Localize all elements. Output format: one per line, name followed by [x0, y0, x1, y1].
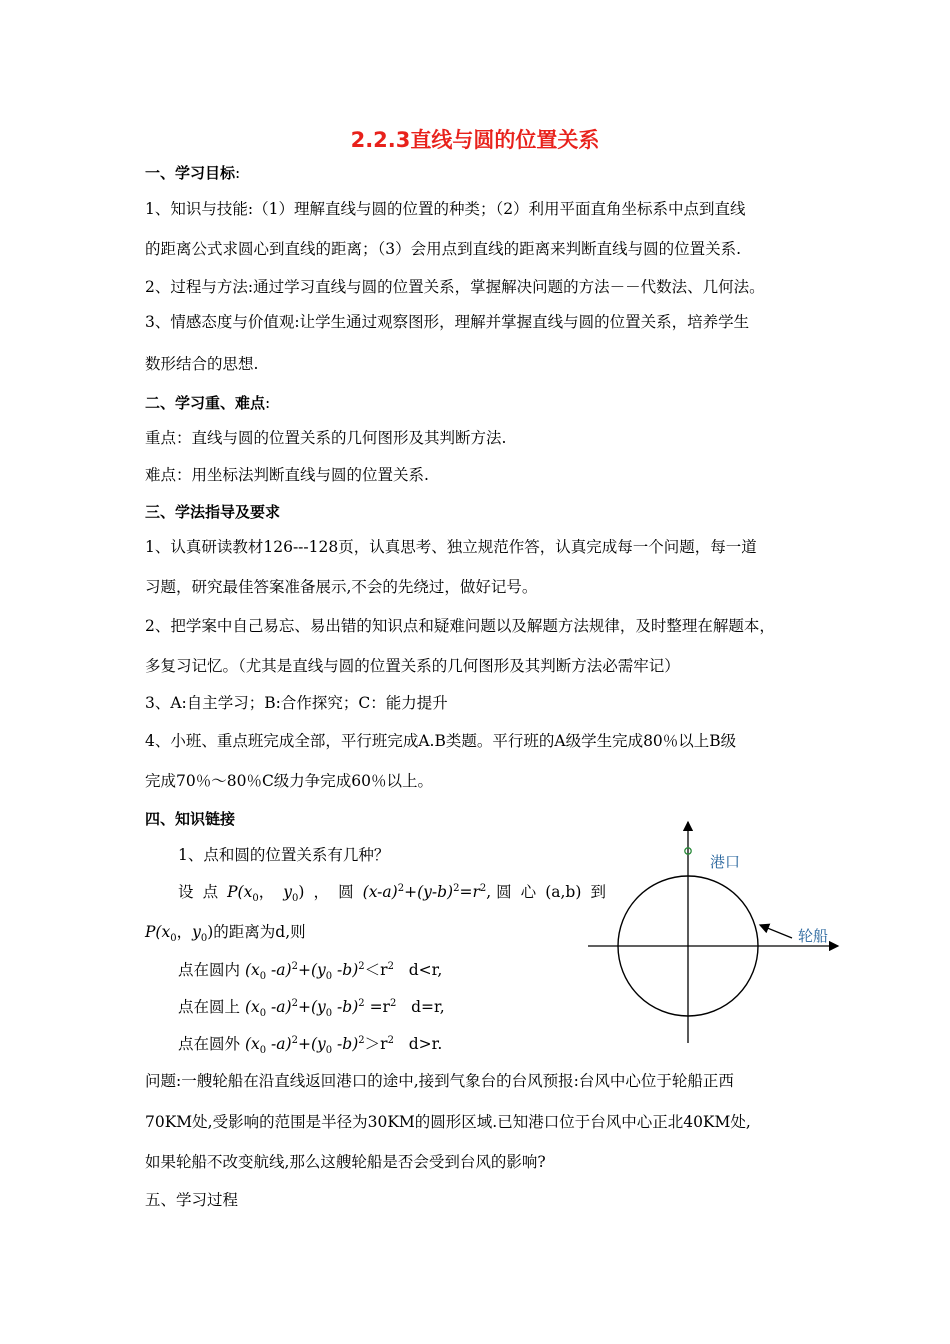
- heading-colon: :: [265, 394, 271, 412]
- method-2-line-2: 多复习记忆。（尤其是直线与圆的位置关系的几何图形及其判断方法必需牢记）: [145, 657, 680, 675]
- set-word-1: 设: [178, 883, 194, 901]
- typhoon-diagram: [584, 818, 844, 1048]
- page-title: 2.2.3直线与圆的位置关系: [350, 128, 600, 152]
- objective-3-line-1: 3、情感态度与价值观:让学生通过观察图形，理解并掌握直线与圆的位置关系，培养学生: [145, 313, 750, 331]
- question-1: 1、点和圆的位置关系有几种？: [178, 846, 390, 864]
- method-3: 3、A:自主学习；B:合作探究；C：能力提升: [145, 694, 448, 712]
- point-p: $P(x_0$，: [227, 883, 275, 905]
- method-1-line-2: 习题，研究最佳答案准备展示,不会的先绕过，做好记号。: [145, 578, 538, 596]
- objective-1-line-2: 的距离公式求圆心到直线的距离；（3）会用点到直线的距离来判断直线与圆的位置关系.: [145, 240, 742, 258]
- section-heading-knowledge-link: 四、知识链接: [145, 810, 236, 828]
- inside-condition: 点在圆内 ($x_0$ $-a)^2+(y_0$ $-b)^2<r^2$ d<r,: [178, 960, 443, 983]
- section-heading-process: 五、学习过程: [145, 1191, 239, 1209]
- set-word-2: 点: [202, 883, 219, 901]
- objective-2: 2、过程与方法:通过学习直线与圆的位置关系，掌握解决问题的方法－－代数法、几何法。: [145, 278, 765, 296]
- difficult-point: 难点：用坐标法判断直线与圆的位置关系.: [145, 466, 429, 484]
- objective-3-line-2: 数形结合的思想.: [145, 355, 259, 373]
- circle-word: 圆: [338, 883, 354, 901]
- center-coord: (a,b): [545, 883, 582, 901]
- method-1-line-1: 1、认真研读教材126---128页，认真思考、独立规范作答，认真完成每一个问题，每一道: [145, 538, 757, 556]
- heading-text: 一、学习目标: [145, 164, 236, 182]
- ship-arrow: [760, 925, 792, 938]
- circle-equation: $(x-a)^2+(y-b)^2=r^2$, 圆: [362, 882, 512, 901]
- formula-intro-line: [178, 882, 606, 905]
- objective-1-line-1: 1、知识与技能:（1）理解直线与圆的位置的种类；（2）利用平面直角坐标系中点到直线: [145, 200, 746, 218]
- key-point: 重点：直线与圆的位置关系的几何图形及其判断方法.: [145, 429, 507, 447]
- problem-line-1: 问题:一艘轮船在沿直线返回港口的途中,接到气象台的台风预报:台风中心位于轮船正西: [145, 1072, 734, 1090]
- point-y0: $y_0$): [283, 883, 305, 905]
- method-4-line-1: 4、小班、重点班完成全部，平行班完成A.B类题。平行班的A级学生完成80％以上B级: [145, 732, 737, 750]
- ship-label: 轮船: [798, 927, 829, 945]
- method-2-line-1: 2、把学案中自己易忘、易出错的知识点和疑难问题以及解题方法规律，及时整理在解题本，: [145, 617, 775, 635]
- method-4-line-2: 完成70％～80％C级力争完成60％以上。: [145, 772, 434, 790]
- section-heading-method: 三、学法指导及要求: [145, 503, 281, 521]
- heading-colon: :: [235, 164, 241, 182]
- to-word: 到: [590, 883, 606, 901]
- section-heading-key-points: [145, 393, 270, 413]
- comma-sep: ，: [313, 883, 330, 901]
- problem-line-3: 如果轮船不改变航线,那么这艘轮船是否会受到台风的影响?: [145, 1153, 546, 1171]
- center-word: 心: [520, 883, 537, 901]
- problem-line-2: 70KM处,受影响的范围是半径为30KM的圆形区域.已知港口位于台风中心正北40KM处,: [145, 1113, 751, 1131]
- heading-text: 二、学习重、难点: [145, 394, 266, 412]
- section-heading-objectives: [145, 163, 240, 183]
- port-label: 港口: [710, 853, 741, 871]
- distance-line: $P(x_0$，$y_0$)的距离为d,则: [145, 923, 306, 945]
- on-condition: 点在圆上 ($x_0$ $-a)^2+(y_0$ $-b)^2 =r^2$ d=r,: [178, 997, 445, 1020]
- outside-condition: 点在圆外 ($x_0$ $-a)^2+(y_0$ $-b)^2>r^2$ d>r.: [178, 1034, 443, 1057]
